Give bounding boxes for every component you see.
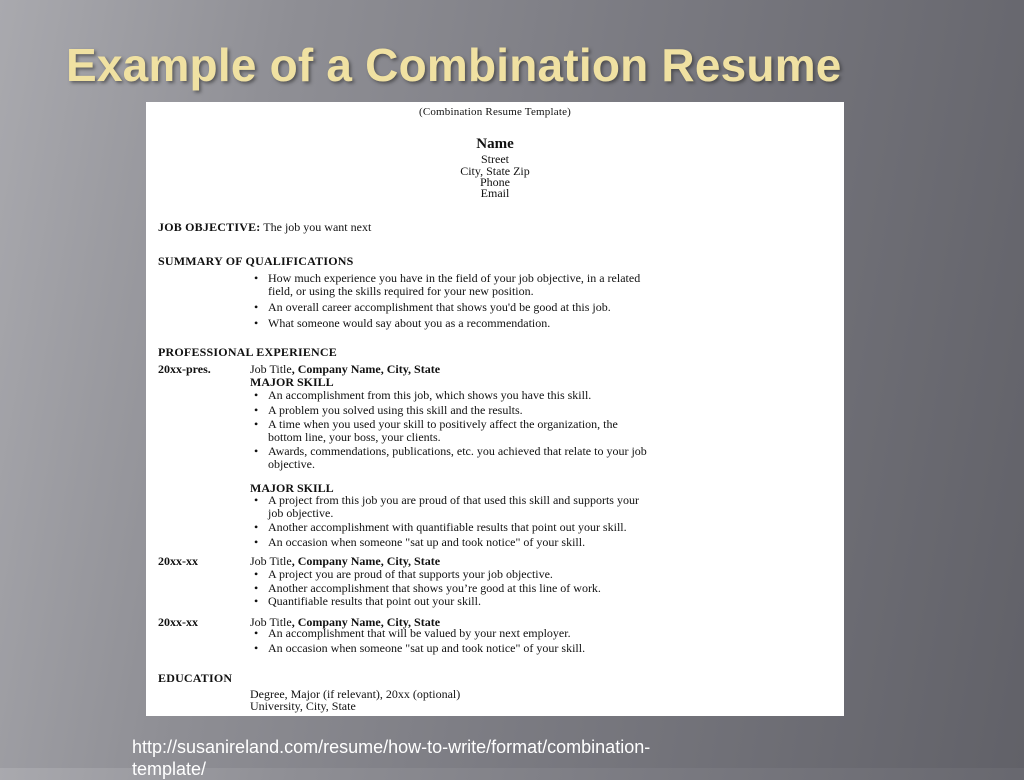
job-3-dates: 20xx-xx — [158, 615, 198, 629]
resume-email: Email — [480, 186, 510, 200]
list-item: • Another accomplishment that shows you’re good at this line of work. — [250, 582, 601, 595]
resume-phone: Phone — [480, 175, 510, 189]
job-2-dates: 20xx-xx — [158, 554, 198, 568]
job-1-title-line: Job Title, Company Name, City, State — [250, 362, 441, 376]
job-objective — [158, 221, 371, 233]
list-item: • What someone would say about you as a recommendation. — [250, 317, 640, 330]
slide-title: Example of a Combination Resume — [66, 39, 842, 91]
job-objective-label: JOB OBJECTIVE: — [158, 220, 261, 234]
template-note: (Combination Resume Template) — [418, 106, 572, 118]
job-1-dates: 20xx-pres. — [158, 362, 211, 376]
summary-bullets — [250, 272, 640, 329]
job-1-skill-1-bullets — [250, 389, 647, 470]
job-3-bullets — [250, 627, 585, 654]
list-item: • How much experience you have in the field of your job objective, in a related field, or using the skills required for your new position. — [250, 272, 640, 297]
job-1-skill-2-heading: MAJOR SKILL — [250, 481, 334, 495]
job-objective-text: The job you want next — [263, 220, 372, 234]
list-item: • A time when you used your skill to positively affect the organization, the bottom line, your boss, your clients. — [250, 418, 647, 443]
resume-street: Street — [481, 152, 509, 166]
list-item: • Another accomplishment with quantifiable results that point out your skill. — [250, 521, 639, 534]
resume-city-state-zip: City, State Zip — [460, 164, 530, 178]
education-university: University, City, State — [250, 699, 356, 713]
list-item: • An occasion when someone "sat up and took notice" of your skill. — [250, 536, 639, 549]
job-2-bullets — [250, 568, 601, 608]
job-1-skill-2-bullets — [250, 494, 639, 548]
list-item: • An occasion when someone "sat up and took notice" of your skill. — [250, 642, 585, 655]
list-item: • An accomplishment that will be valued by your next employer. — [250, 627, 585, 640]
list-item: • A project from this job you are proud of that used this skill and supports your job objective. — [250, 494, 639, 519]
summary-heading: SUMMARY OF QUALIFICATIONS — [158, 254, 354, 268]
list-item: • An overall career accomplishment that shows you'd be good at this job. — [250, 301, 640, 314]
source-url — [132, 736, 650, 780]
education-heading: EDUCATION — [158, 671, 233, 685]
source-url-line-1: http://susanireland.com/resume/how-to-write/format/combination- — [132, 737, 651, 757]
list-item: • Awards, commendations, publications, etc. you achieved that relate to your job objective. — [250, 445, 647, 470]
experience-heading: PROFESSIONAL EXPERIENCE — [158, 345, 337, 359]
resume-name: Name — [476, 136, 514, 152]
list-item: • Quantifiable results that point out your skill. — [250, 595, 601, 608]
job-3-title-line: Job Title, Company Name, City, State — [250, 615, 441, 629]
source-url-line-2: template/ — [132, 759, 207, 779]
job-2-title-line: Job Title, Company Name, City, State — [250, 554, 441, 568]
job-1-skill-1-heading: MAJOR SKILL — [250, 375, 334, 389]
list-item: • An accomplishment from this job, which shows you have this skill. — [250, 389, 647, 402]
education-degree: Degree, Major (if relevant), 20xx (optional) — [250, 687, 461, 701]
list-item: • A problem you solved using this skill and the results. — [250, 404, 647, 417]
resume-template-image — [146, 102, 844, 716]
list-item: • A project you are proud of that supports your job objective. — [250, 568, 601, 581]
